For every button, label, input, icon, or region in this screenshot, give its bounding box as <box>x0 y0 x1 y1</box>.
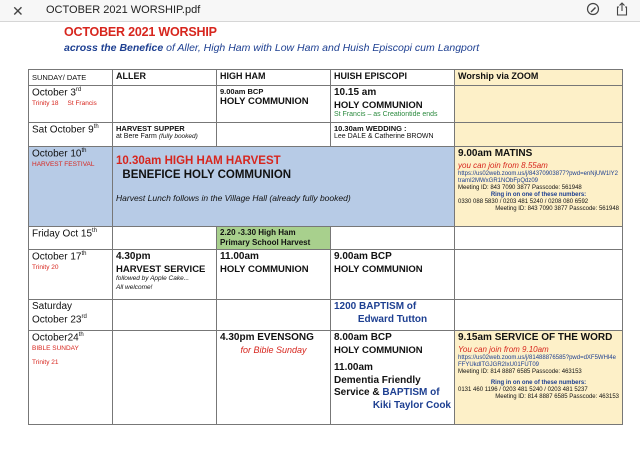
header-row <box>29 70 623 86</box>
table-row <box>29 331 623 425</box>
zoom-meeting-id: Meeting ID: 814 8887 6585 Passcode: 463153 <box>495 394 619 401</box>
high-ham-cell <box>217 123 331 147</box>
liturgical-note: BIBLE SUNDAY <box>32 344 79 352</box>
event-time: 2.20 -3.30 High Ham <box>220 228 296 237</box>
liturgical-note: Trinity 20 <box>32 263 59 271</box>
service-name: HOLY COMMUNION <box>334 263 423 275</box>
date-cell <box>29 123 113 147</box>
date-suffix: th <box>81 251 87 257</box>
date-cell <box>29 147 113 227</box>
service-time: 11.00am <box>220 251 259 262</box>
markup-pen-icon[interactable] <box>586 2 600 21</box>
service-note: All welcome! <box>116 283 153 291</box>
baptism-name: Kiki Taylor Cook <box>372 399 451 411</box>
zoom-link[interactable]: https://us02web.zoom.us/j/81488876585?pwd=dXF5WHl4eFFYUkdlTGJGR2IxU01FUT09 <box>458 354 616 368</box>
zoom-join-time: You can join from 9.10am <box>458 344 549 354</box>
zoom-link[interactable]: https://us02web.zoom.us/j/84370903877?pwd=enNjUW1lY2tramI2MWxGR1NObFpQdz09 <box>458 170 618 184</box>
zoom-cell <box>455 123 623 147</box>
huish-cell <box>331 86 455 123</box>
event-venue: at Bere Farm <box>116 133 159 141</box>
date-suffix: th <box>93 124 99 130</box>
date-suffix: rd <box>81 313 87 320</box>
service-time: 10.15 am <box>334 87 377 98</box>
document-title: OCTOBER 2021 WORSHIP <box>64 25 217 39</box>
service-name: HOLY COMMUNION <box>220 263 309 275</box>
header-aller: ALLER <box>113 70 217 86</box>
zoom-phone-numbers: 0330 088 5830 / 0203 481 5240 / 0208 080 6592 <box>458 199 589 206</box>
huish-cell <box>331 300 455 331</box>
date-cell <box>29 250 113 300</box>
zoom-meeting-id: Meeting ID: 843 7090 3877 Passcode: 561948 <box>495 206 619 213</box>
event-name: 10.30am WEDDING : <box>334 124 407 133</box>
close-icon[interactable]: ✕ <box>12 3 24 19</box>
high-ham-cell <box>217 86 331 123</box>
service-time: 8.00am BCP <box>334 332 392 343</box>
service-name: Service & <box>334 387 383 399</box>
huish-cell <box>331 227 455 250</box>
high-ham-cell <box>217 227 331 250</box>
date-suffix: th <box>92 228 98 234</box>
service-time: 9.00am BCP <box>220 87 264 96</box>
date-cell <box>29 86 113 123</box>
date-text: October 3 <box>32 87 76 99</box>
date-text: Sat October 9 <box>32 124 94 136</box>
service-name: HOLY COMMUNION <box>220 96 309 108</box>
service-name: HOLY COMMUNION <box>334 344 423 356</box>
subtitle-rest: of Aller, High Ham with Low Ham and Huish Episcopi cum Langport <box>163 42 480 54</box>
zoom-ring-label: Ring in on one of these numbers: <box>490 380 587 387</box>
zoom-ring-label: Ring in on one of these numbers: <box>490 192 587 199</box>
header-zoom: Worship via ZOOM <box>455 70 623 86</box>
service-name: HOLY COMMUNION <box>334 99 423 111</box>
pdf-page <box>0 22 640 459</box>
table-row <box>29 300 623 331</box>
zoom-service-title: 9.00am MATINS <box>458 148 533 159</box>
baptism-name: Edward Tutton <box>357 313 428 325</box>
date-suffix: rd <box>75 87 82 93</box>
aller-cell <box>113 331 217 425</box>
service-name: HARVEST SERVICE <box>116 263 206 275</box>
date-suffix: th <box>81 148 87 154</box>
service-name: Dementia Friendly <box>334 374 421 386</box>
aller-cell <box>113 300 217 331</box>
service-time: 4.30pm <box>116 251 151 262</box>
aller-cell <box>113 250 217 300</box>
event-note: (fully booked) <box>158 133 198 141</box>
service-name: 4.30pm EVENSONG <box>220 332 314 343</box>
aller-cell <box>113 86 217 123</box>
zoom-cell <box>455 147 623 227</box>
banner-black: BENEFICE HOLY COMMUNION <box>116 169 292 182</box>
zoom-meeting-id: Meeting ID: 814 8887 6585 Passcode: 463153 <box>458 368 582 375</box>
liturgical-note: Trinity 21 <box>32 358 59 366</box>
aller-cell <box>113 123 217 147</box>
date-text: October 23 <box>32 313 82 325</box>
event-name: HARVEST SUPPER <box>116 124 185 133</box>
file-title: OCTOBER 2021 WORSHIP.pdf <box>46 4 201 16</box>
high-ham-cell <box>217 300 331 331</box>
baptism-label: BAPTISM of <box>382 387 440 399</box>
zoom-cell <box>455 227 623 250</box>
worship-schedule-table <box>28 69 623 425</box>
high-ham-cell <box>217 250 331 300</box>
aller-cell <box>113 227 217 250</box>
table-row <box>29 86 623 123</box>
banner-red: 10.30am HIGH HAM HARVEST <box>116 155 281 167</box>
date-text: Saturday <box>32 301 73 312</box>
zoom-service-title: 9.15am SERVICE OF THE WORD <box>458 332 613 343</box>
share-icon[interactable] <box>616 2 628 21</box>
date-text: Friday Oct 15 <box>32 228 93 240</box>
liturgical-note: HARVEST FESTIVAL <box>32 160 95 168</box>
service-note: followed by Apple Cake... <box>116 275 190 283</box>
zoom-cell <box>455 331 623 425</box>
zoom-cell <box>455 250 623 300</box>
date-suffix: th <box>78 332 84 338</box>
subtitle-lead: across the Benefice <box>64 42 164 54</box>
service-time: 11.00am <box>334 362 373 374</box>
pdf-viewer-toolbar <box>0 0 640 22</box>
date-cell <box>29 300 113 331</box>
zoom-phone-numbers: 0131 460 1196 / 0203 481 5240 / 0203 481 5237 <box>458 387 588 394</box>
zoom-cell <box>455 86 623 123</box>
table-row <box>29 250 623 300</box>
huish-cell <box>331 250 455 300</box>
date-text: October24 <box>32 332 79 344</box>
zoom-join-time: you can join from 8.55am <box>458 160 548 170</box>
benefice-service-cell <box>113 147 455 227</box>
header-huish-episcopi: HUISH EPISCOPI <box>331 70 455 86</box>
huish-cell <box>331 123 455 147</box>
high-ham-cell <box>217 331 331 425</box>
event-name: Primary School Harvest <box>220 238 311 247</box>
service-note: St Francis – as Creationtide ends <box>334 111 438 119</box>
document-subtitle <box>64 42 479 54</box>
lunch-note: Harvest Lunch follows in the Village Hall (already fully booked) <box>116 192 351 203</box>
service-note: for Bible Sunday <box>240 344 307 355</box>
table-row <box>29 123 623 147</box>
event-detail: Lee DALE & Catherine BROWN <box>334 133 434 141</box>
zoom-meeting-id: Meeting ID: 843 7090 3877 Passcode: 561948 <box>458 184 582 191</box>
date-cell <box>29 227 113 250</box>
table-row <box>29 147 623 227</box>
service-time: 9.00am BCP <box>334 251 392 262</box>
date-text: October 10 <box>32 148 82 160</box>
header-high-ham: HIGH HAM <box>217 70 331 86</box>
huish-cell <box>331 331 455 425</box>
liturgical-note: Trinity 18 St Francis <box>32 99 97 107</box>
zoom-cell <box>455 300 623 331</box>
header-date: SUNDAY/ DATE <box>29 70 113 86</box>
baptism-time: 1200 BAPTISM of <box>334 301 417 312</box>
date-text: October 17 <box>32 251 82 263</box>
table-row <box>29 227 623 250</box>
date-cell <box>29 331 113 425</box>
